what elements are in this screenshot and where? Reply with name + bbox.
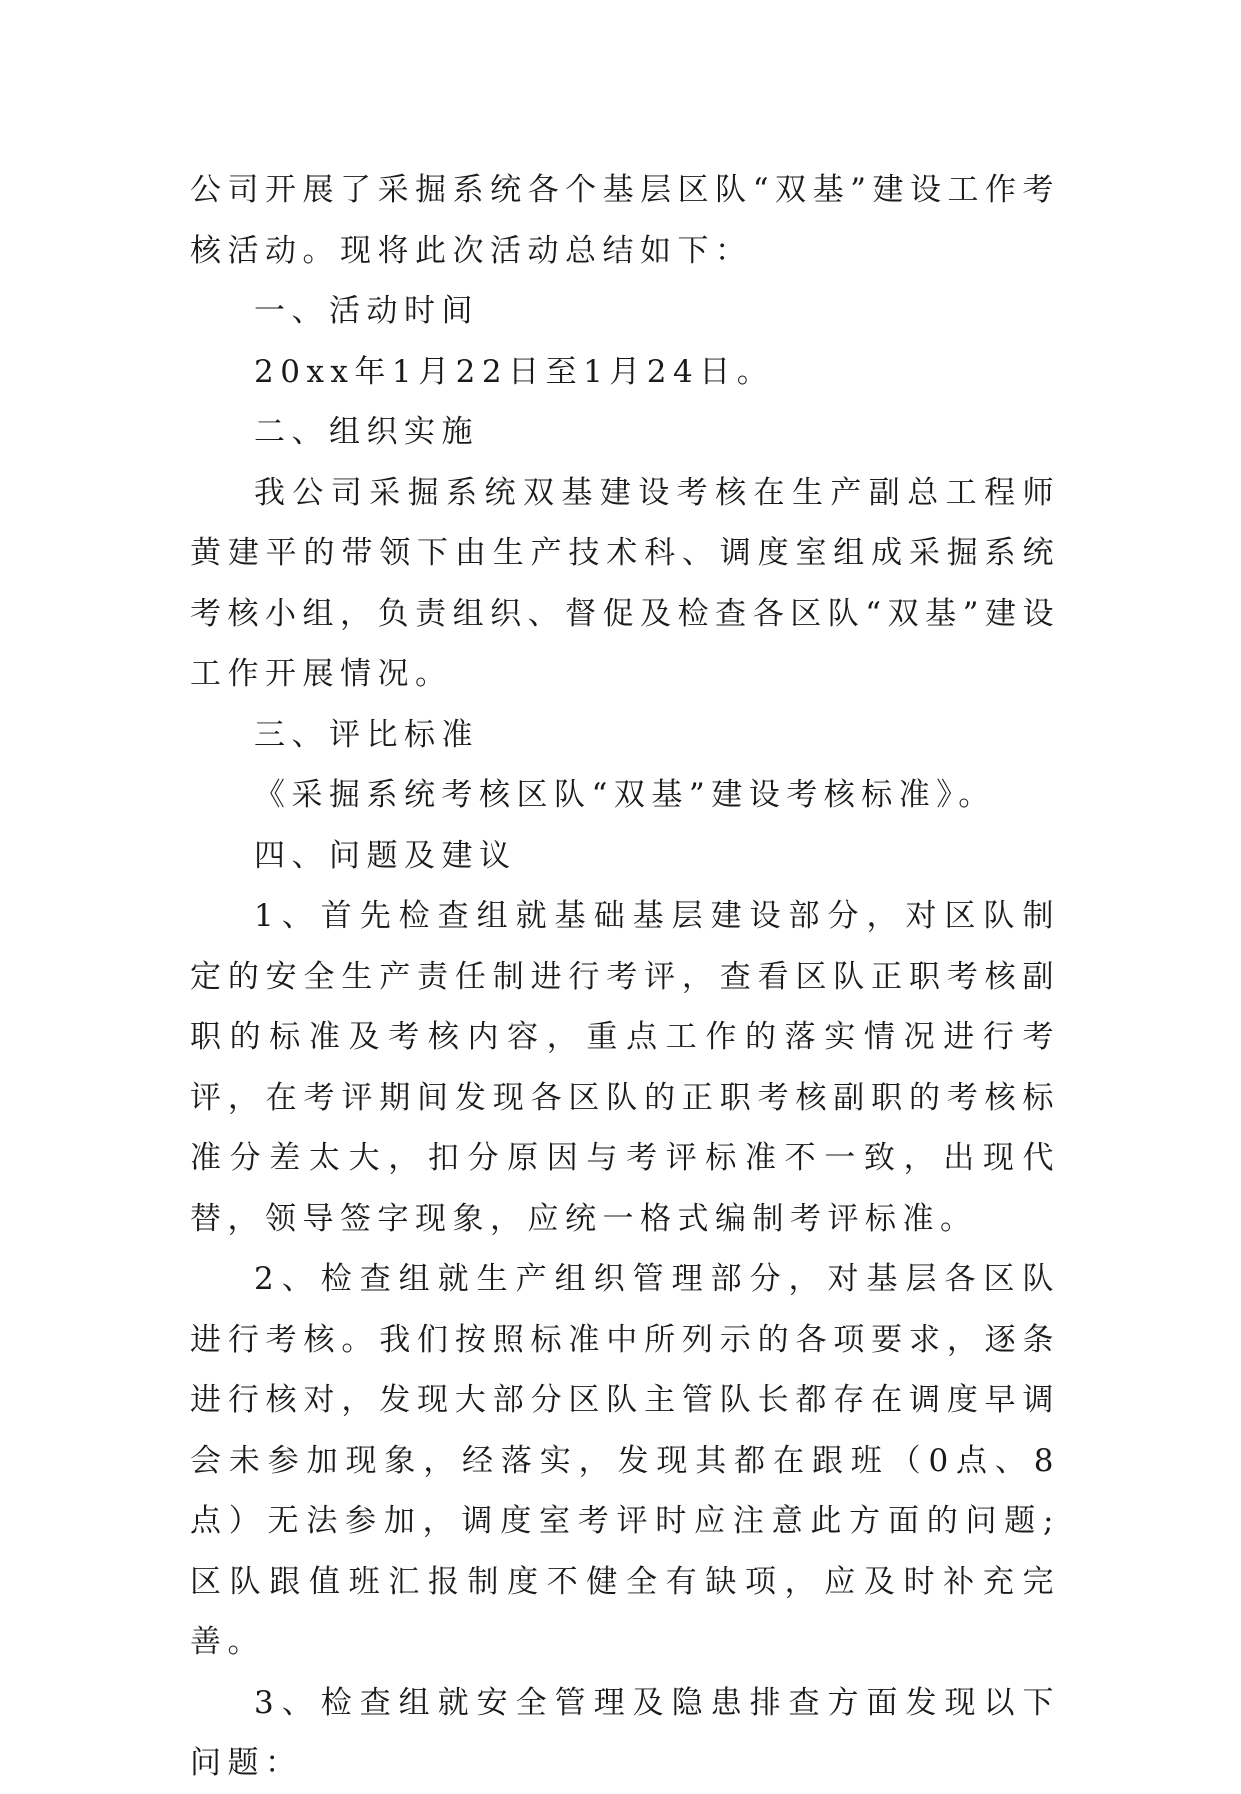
standard-paragraph: 《采掘系统考核区队“双基”建设考核标准》。 (254, 777, 996, 813)
section-heading-standard: 三、评比标准 (254, 716, 479, 753)
issue-paragraph-3: 3、检查组就安全管理及隐患排查方面发现以下问题： (190, 1684, 1060, 1781)
activity-time-paragraph: 20xx年1月22日至1月24日。 (254, 353, 775, 390)
section-heading-issues: 四、问题及建议 (254, 837, 517, 874)
section-heading-activity-time: 一、活动时间 (254, 293, 479, 329)
organization-paragraph: 我公司采掘系统双基建设考核在生产副总工程师黄建平的带领下由生产技术科、调度室组成采掘系统考核小组，负责组织、督促及检查各区队“双基”建设工作开展情况。 (190, 474, 1060, 692)
issue-paragraph-2: 2、检查组就生产组织管理部分，对基层各区队进行考核。我们按照标准中所列示的各项要求，逐条进行核对，发现大部分区队主管队长都存在调度早调会未参加现象，经落实，发现其都在跟班（0点、8点）无法参加，调度室考评时应注意此方面的问题;区队跟值班汇报制度不健全有缺项，应及时补充完善。 (190, 1261, 1060, 1660)
document-body (190, 160, 1060, 1794)
section-heading-organization: 二、组织实施 (254, 414, 479, 450)
issue-paragraph-1: 1、首先检查组就基础基层建设部分，对区队制定的安全生产责任制进行考评，查看区队正职考核副职的标准及考核内容，重点工作的落实情况进行考评，在考评期间发现各区队的正职考核副职的考核标准分差太大，扣分原因与考评标准不一致，出现代替，领导签字现象，应统一格式编制考评标准。 (190, 898, 1060, 1237)
intro-paragraph: 公司开展了采掘系统各个基层区队“双基”建设工作考核活动。现将此次活动总结如下： (190, 172, 1060, 269)
